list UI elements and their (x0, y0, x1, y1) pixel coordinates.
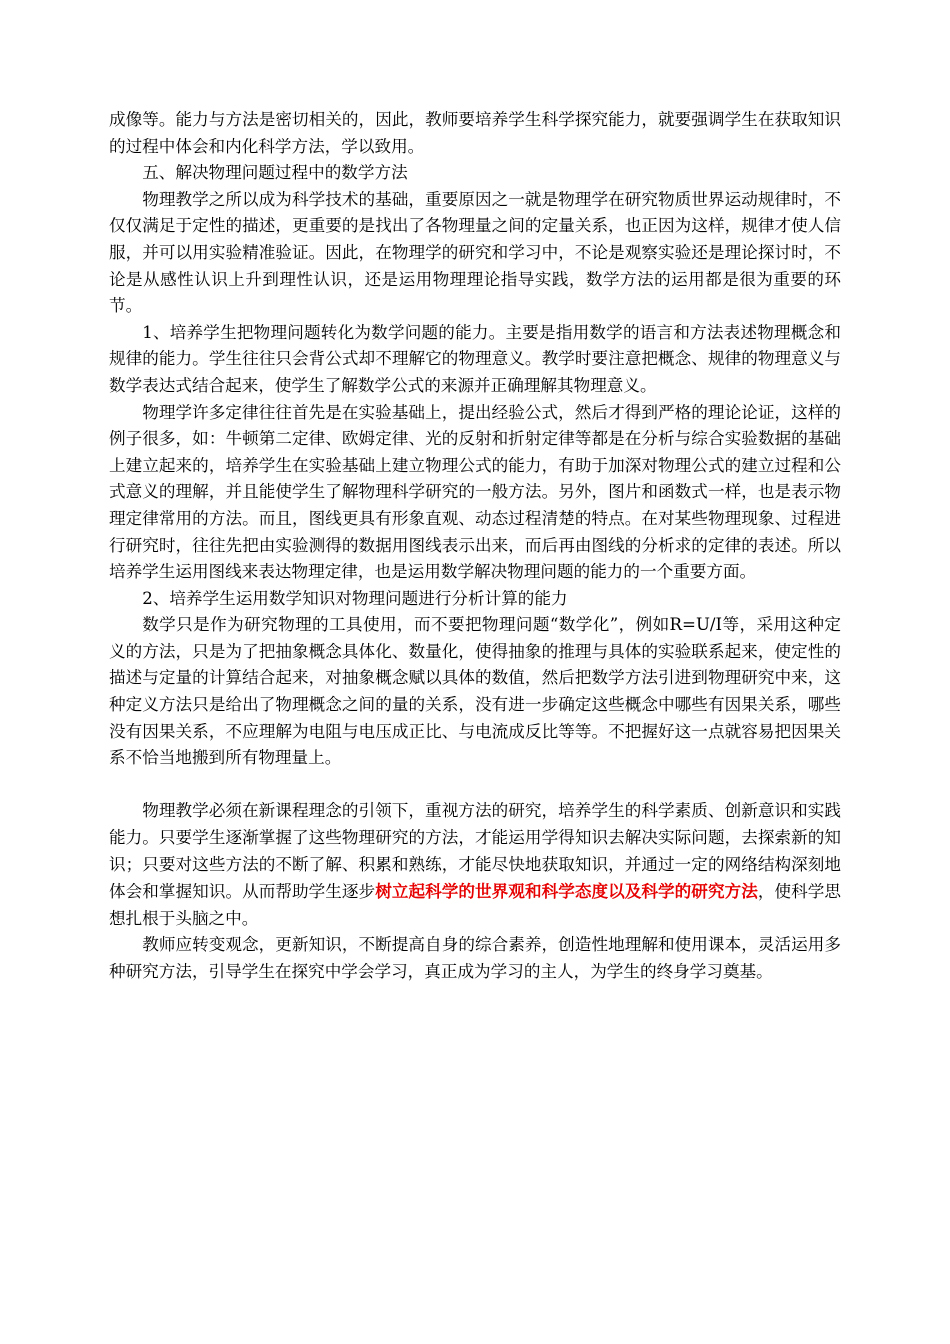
paragraph-point-one: 1、培养学生把物理问题转化为数学问题的能力。主要是指用数学的语言和方法表述物理概念和规律的能力。学生往往只会背公式却不理解它的物理意义。教学时要注意把概念、规律的物理意义与数学表达式结合起来，使学生了解数学公式的来源并正确理解其物理意义。 (109, 322, 841, 395)
blank-line (109, 772, 841, 799)
section-heading-five: 五、解决物理问题过程中的数学方法 (142, 163, 408, 183)
paragraph-summary (109, 798, 841, 932)
document-body (109, 107, 841, 986)
paragraph-intro: 物理教学之所以成为科学技术的基础，重要原因之一就是物理学在研究物质世界运动规律时，不仅仅满足于定性的描述，更重要的是找出了各物理量之间的定量关系，也正因为这样，规律才使人信服，并可以用实验精准验证。因此，在物理学的研究和学习中，不论是观察实验还是理论探讨时，不论是从感性认识上升到理性认识，还是运用物理理论指导实践，数学方法的运用都是很为重要的环节。 (109, 189, 841, 316)
summary-emphasis: 树立起科学的世界观和科学态度以及科学的研究方法 (375, 881, 758, 902)
summary-text-before: 物理教学必须在新课程理念的引领下，重视方法的研究，培养学生的科学素质、创新意识和实践能力。只要学生逐渐掌握了这些物理研究的方法，才能运用学得知识去解决实际问题，去探索新的知识；只要对这些方法的不断了解、积累和熟练，才能尽快地获取知识，并通过一定的网络结构深刻地体会和掌握知识。从而帮助学生逐步 (109, 801, 841, 902)
paragraph-continuation: 成像等。能力与方法是密切相关的，因此，教师要培养学生科学探究能力，就要强调学生在获取知识的过程中体会和内化科学方法，学以致用。 (109, 110, 841, 156)
summary-text-after: ，使科学思想扎根于头脑之中。 (109, 882, 842, 928)
paragraph-teacher: 教师应转变观念，更新知识，不断提高自身的综合素养，创造性地理解和使用课本，灵活运用多种研究方法，引导学生在探究中学会学习，真正成为学习的主人，为学生的终身学习奠基。 (109, 935, 841, 981)
paragraph-experiment: 物理学许多定律往往首先是在实验基础上，提出经验公式，然后才得到严格的理论论证，这样的例子很多，如：牛顿第二定律、欧姆定律、光的反射和折射定律等都是在分析与综合实验数据的基础上建立起来的，培养学生在实验基础上建立物理公式的能力，有助于加深对物理公式的建立过程和公式意义的理解，并且能使学生了解物理科学研究的一般方法。另外，图片和函数式一样，也是表示物理定律常用的方法。而且，图线更具有形象直观、动态过程清楚的特点。在对某些物理现象、过程进行研究时，往往先把由实验测得的数据用图线表示出来，而后再由图线的分析求的定律的表述。所以培养学生运用图线来表达物理定律，也是运用数学解决物理问题的能力的一个重要方面。 (109, 402, 841, 582)
subheading-point-two: 2、培养学生运用数学知识对物理问题进行分析计算的能力 (142, 588, 568, 608)
paragraph-point-two: 数学只是作为研究物理的工具使用，而不要把物理问题“数学化”，例如R=U/I等，采用这种定义的方法，只是为了把抽象概念具体化、数量化，使得抽象的推理与具体的实验联系起来，使定性的描述与定量的计算结合起来，对抽象概念赋以具体的数值，然后把数学方法引进到物理研究中来，这种定义方法只是给出了物理概念之间的量的关系，没有进一步确定这些概念中哪些有因果关系，哪些没有因果关系，不应理解为电阻与电压成正比、与电流成反比等等。不把握好这一点就容易把因果关系不恰当地搬到所有物理量上。 (109, 615, 841, 768)
